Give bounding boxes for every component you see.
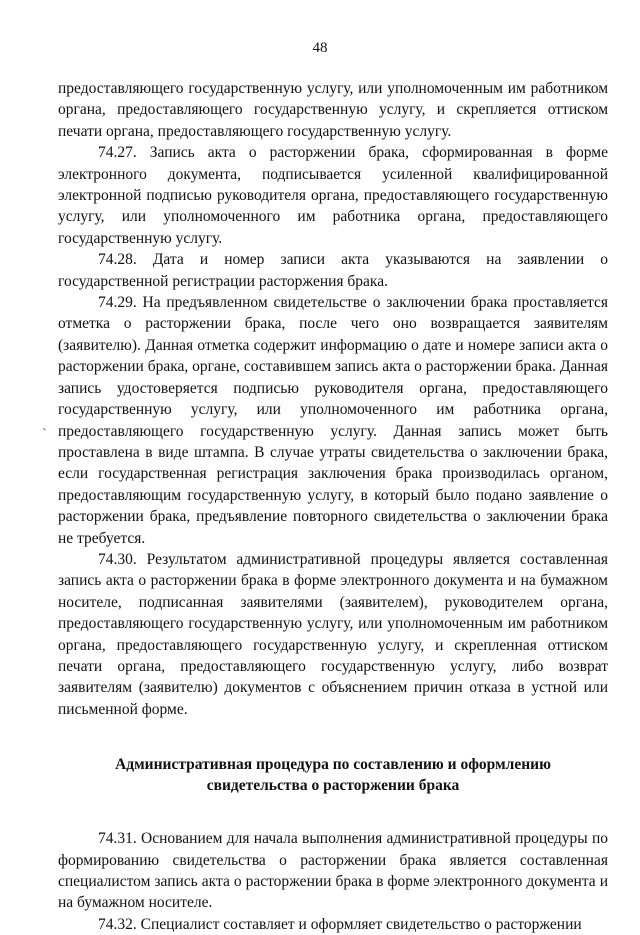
paragraph-74-32: 74.32. Специалист составляет и оформляет свидетельство о расторжении xyxy=(98,915,582,933)
section-heading xyxy=(58,755,608,796)
document-body xyxy=(58,78,608,935)
paragraph-74-30: 74.30. Результатом административной процедуры является составленная запись акта о расторжении брака в форме электронного документа и на бумажном носителе, подписанная заявителями (заявителем), руководителем органа, предоставляющего государственную услугу, или уполномоченным им работником органа, предоставляющего государственную услугу, и скрепленная оттиском печати органа, предоставляющего государственную услугу, либо возврат заявителям (заявителю) документов с объяснением причин отказа в устной или письменной форме. xyxy=(58,550,608,718)
paragraph-continuation: предоставляющего государственную услугу, или уполномоченным им работником органа, предоставляющего государственную услугу, и скрепляется оттиском печати органа, предоставляющего государственную услугу. xyxy=(58,80,608,140)
paragraph-74-28: 74.28. Дата и номер записи акта указываются на заявлении о государственной регистрации расторжения брака. xyxy=(58,251,608,290)
margin-mark: ˋ xyxy=(42,427,47,442)
section-heading-line-1: Административная процедура по составлению и оформлению xyxy=(115,756,551,774)
paragraph-74-27: 74.27. Запись акта о расторжении брака, сформированная в форме электронного документа, подписывается усиленной квалифицированной электронной подписью руководителя органа, предоставляющего государственную услугу, или уполномоченного им работника органа, предоставляющего государственную услугу. xyxy=(58,144,608,247)
page-number: 48 xyxy=(312,40,328,56)
paragraph-74-31: 74.31. Основанием для начала выполнения административной процедуры по формированию свидетельства о расторжении брака является составленная специалистом запись акта о расторжении брака в форме электронного документа и на бумажном носителе. xyxy=(58,830,608,912)
section-heading-line-2: свидетельства о расторжении брака xyxy=(206,776,460,794)
paragraph-74-29: 74.29. На предъявленном свидетельстве о заключении брака проставляется отметка о расторжении брака, после чего оно возвращается заявителям (заявителю). Данная отметка содержит информацию о дате и номере записи акта о расторжении брака, органе, составившем запись акта о расторжении брака. Данная запись удостоверяется подписью руководителя органа, предоставляющего государственную услугу, или уполномоченного им работника органа, предоставляющего государственную услугу. Данная запись может быть проставлена в виде штампа. В случае утраты свидетельства о заключении брака, если государственная регистрация заключения брака производилась органом, предоставляющим государственную услугу, в который было подано заявление о расторжении брака, предъявление повторного свидетельства о заключении брака не требуется. xyxy=(58,294,608,547)
